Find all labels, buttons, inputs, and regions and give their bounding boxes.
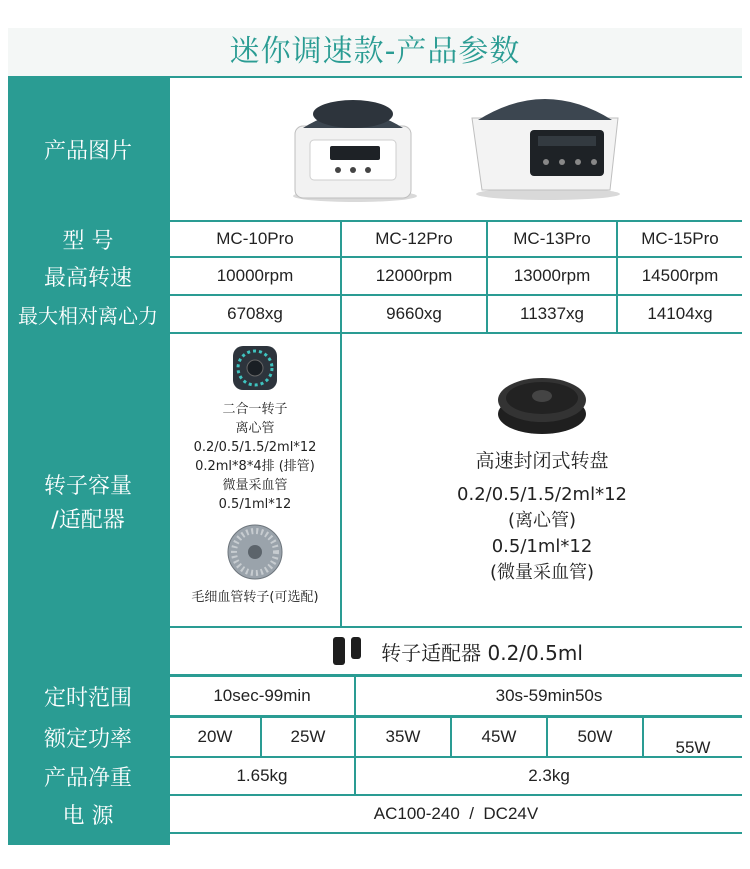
power-4: 45W [452,718,546,756]
rotor-left-line: 二合一转子 [222,402,288,417]
sealed-rotor-image [494,364,590,440]
product-photos [170,78,742,220]
rcf-3: 11337xg [488,296,616,332]
centrifuge-small-image [293,100,417,202]
rotor-right-line: (微量采血管) [489,562,595,583]
label-weight: 产品净重 [43,765,132,791]
rotor-left-line: 0.2ml*8*4排 (排管) [195,459,315,474]
label-rotor-line2: /适配器 [51,508,125,533]
weight-1: 1.65kg [170,758,354,794]
product-image-cell [170,78,742,220]
label-timer: 定时范围 [43,685,132,711]
rotor-left-line: 0.2/0.5/1.5/2ml*12 [193,440,317,455]
power-1: 20W [170,718,260,756]
power-6: 55W [644,718,742,756]
rotor-left-line: 离心管 [235,421,275,436]
label-power: 额定功率 [43,726,132,752]
bottom-strip [170,834,742,845]
label-rotor-line1: 转子容量 [43,474,132,499]
power-5: 50W [548,718,642,756]
label-rotor [8,334,168,674]
speed-2: 12000rpm [342,258,486,294]
rotor-left-cell [170,334,340,626]
model-3: MC-13Pro [488,222,616,256]
rotor-left-text [194,400,317,514]
rotor-right-line: 0.5/1ml*12 [491,536,593,557]
adapter-label: 转子适配器 0.2/0.5ml [381,640,583,665]
power-2: 25W [262,718,354,756]
weight-2: 2.3kg [356,758,742,794]
speed-1: 10000rpm [170,258,340,294]
rcf-4: 14104xg [618,296,742,332]
rcf-2: 9660xg [342,296,486,332]
label-image: 产品图片 [43,138,132,164]
page-title: 迷你调速款-产品参数 [8,28,742,76]
label-source: 电 源 [62,803,114,829]
rotor-left-line: 0.5/1ml*12 [218,497,292,512]
model-4: MC-15Pro [618,222,742,256]
rcf-1: 6708xg [170,296,340,332]
capillary-rotor-image [225,522,285,582]
speed-3: 13000rpm [488,258,616,294]
power-source: AC100-240 / DC24V [170,796,742,832]
speed-4: 14500rpm [618,258,742,294]
adapter-cell [170,628,742,674]
rotor-right-text [457,482,627,586]
rotor-right-cell [342,334,742,626]
rotor-right-line: (离心管) [507,510,577,531]
model-2: MC-12Pro [342,222,486,256]
rotor-right-line: 0.2/0.5/1.5/2ml*12 [457,484,627,505]
label-speed: 最高转速 [43,265,132,291]
two-in-one-rotor-image [229,342,281,394]
timer-2: 30s-59min50s [356,677,742,715]
power-3: 35W [356,718,450,756]
centrifuge-large-image [472,99,620,200]
label-model: 型 号 [62,228,114,254]
capillary-rotor-label: 毛细血管转子(可选配) [191,590,319,605]
adapter-icon [329,635,369,667]
label-rcf: 最大相对离心力 [18,303,158,328]
rotor-left-line: 微量采血管 [222,478,288,493]
model-1: MC-10Pro [170,222,340,256]
rotor-right-title: 高速封闭式转盘 [475,450,609,472]
timer-1: 10sec-99min [170,677,354,715]
